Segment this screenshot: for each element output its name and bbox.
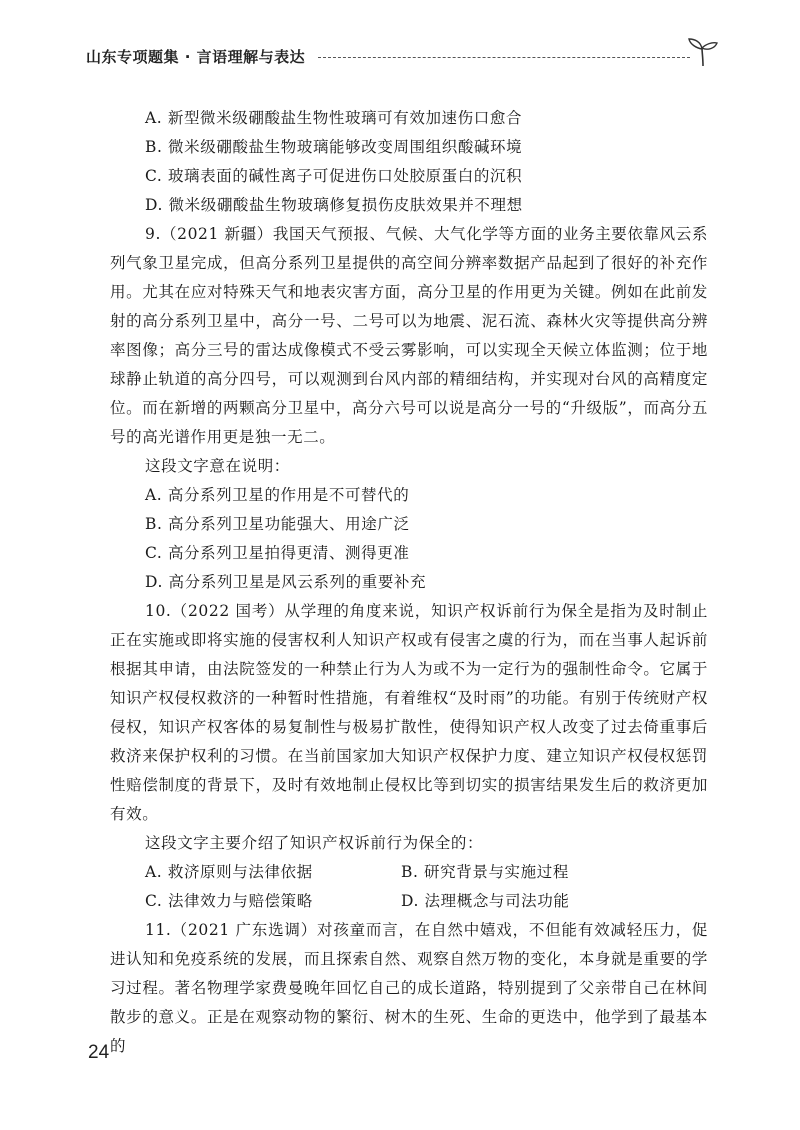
q8-option-d: D. 微米级硼酸盐生物玻璃修复损伤皮肤效果并不理想	[145, 196, 523, 214]
q10-option-a: A. 救济原则与法律依据	[145, 863, 313, 881]
q8-option-c: C. 玻璃表面的碱性离子可促进伤口处胶原蛋白的沉积	[145, 167, 523, 185]
q9-stem: 这段文字意在说明：	[145, 457, 290, 475]
header-title: 山东专项题集 · 言语理解与表达	[86, 48, 306, 66]
q10-option-d: D. 法理概念与司法功能	[401, 892, 570, 910]
q10-options-row-1	[145, 858, 708, 887]
q9-option-a: A. 高分系列卫星的作用是不可替代的	[145, 486, 410, 504]
q10-option-c: C. 法律效力与赔偿策略	[145, 892, 313, 910]
q9-option-c: C. 高分系列卫星拍得更清、测得更准	[145, 544, 410, 562]
q8-option-b: B. 微米级硼酸盐生物玻璃能够改变周围组织酸碱环境	[145, 138, 523, 156]
q9-option-b: B. 高分系列卫星功能强大、用途广泛	[145, 515, 410, 533]
q10-options-row-2	[145, 887, 708, 916]
q10-option-b: B. 研究背景与实施过程	[401, 863, 569, 881]
q9-option-d: D. 高分系列卫星是风云系列的重要补充	[145, 573, 427, 591]
q10-stem: 这段文字主要介绍了知识产权诉前行为保全的：	[145, 834, 484, 852]
q11-passage: 11.（2021 广东选调）对孩童而言，在自然中嬉戏，不但能有效减轻压力，促进认知和免疫系统的发展，而且探索自然、观察自然万物的变化，本身就是重要的学习过程。著名物理学家费曼晚年回忆自己的成长道路，特别提到了父亲带自己在林间散步的意义。正是在观察动物的繁衍、树木的生死、生命的更迭中，他学到了最基本的	[110, 921, 708, 1055]
header-divider	[318, 57, 690, 58]
q10-passage: 10.（2022 国考）从学理的角度来说，知识产权诉前行为保全是指为及时制止正在实施或即将实施的侵害权利人知识产权或有侵害之虞的行为，而在当事人起诉前根据其申请，由法院签发的一种禁止行为人为或不为一定行为的强制性命令。它属于知识产权侵权救济的一种暂时性措施，有着维权“及时雨”的功能。有别于传统财产权侵权，知识产权客体的易复制性与极易扩散性，使得知识产权人改变了过去倚重事后救济来保护权利的习惯。在当前国家加大知识产权保护力度、建立知识产权侵权惩罚性赔偿制度的背景下，及时有效地制止侵权比等到切实的损害结果发生后的救济更加有效。	[110, 602, 708, 823]
q8-option-a: A. 新型微米级硼酸盐生物性玻璃可有效加速伤口愈合	[145, 109, 523, 127]
page-number: 24	[88, 1042, 110, 1063]
sprout-icon	[686, 36, 720, 68]
page-content	[110, 104, 708, 1061]
q9-passage: 9.（2021 新疆）我国天气预报、气候、大气化学等方面的业务主要依靠风云系列气象卫星完成，但高分系列卫星提供的高空间分辨率数据产品起到了很好的补充作用。尤其在应对特殊天气和地表灾害方面，高分卫星的作用更为关键。例如在此前发射的高分系列卫星中，高分一号、二号可以为地震、泥石流、森林火灾等提供高分辨率图像；高分三号的雷达成像模式不受云雾影响，可以实现全天候立体监测；位于地球静止轨道的高分四号，可以观测到台风内部的精细结构，并实现对台风的高精度定位。而在新增的两颗高分卫星中，高分六号可以说是高分一号的“升级版”，而高分五号的高光谱作用更是独一无二。	[110, 225, 708, 446]
running-header	[86, 44, 726, 74]
